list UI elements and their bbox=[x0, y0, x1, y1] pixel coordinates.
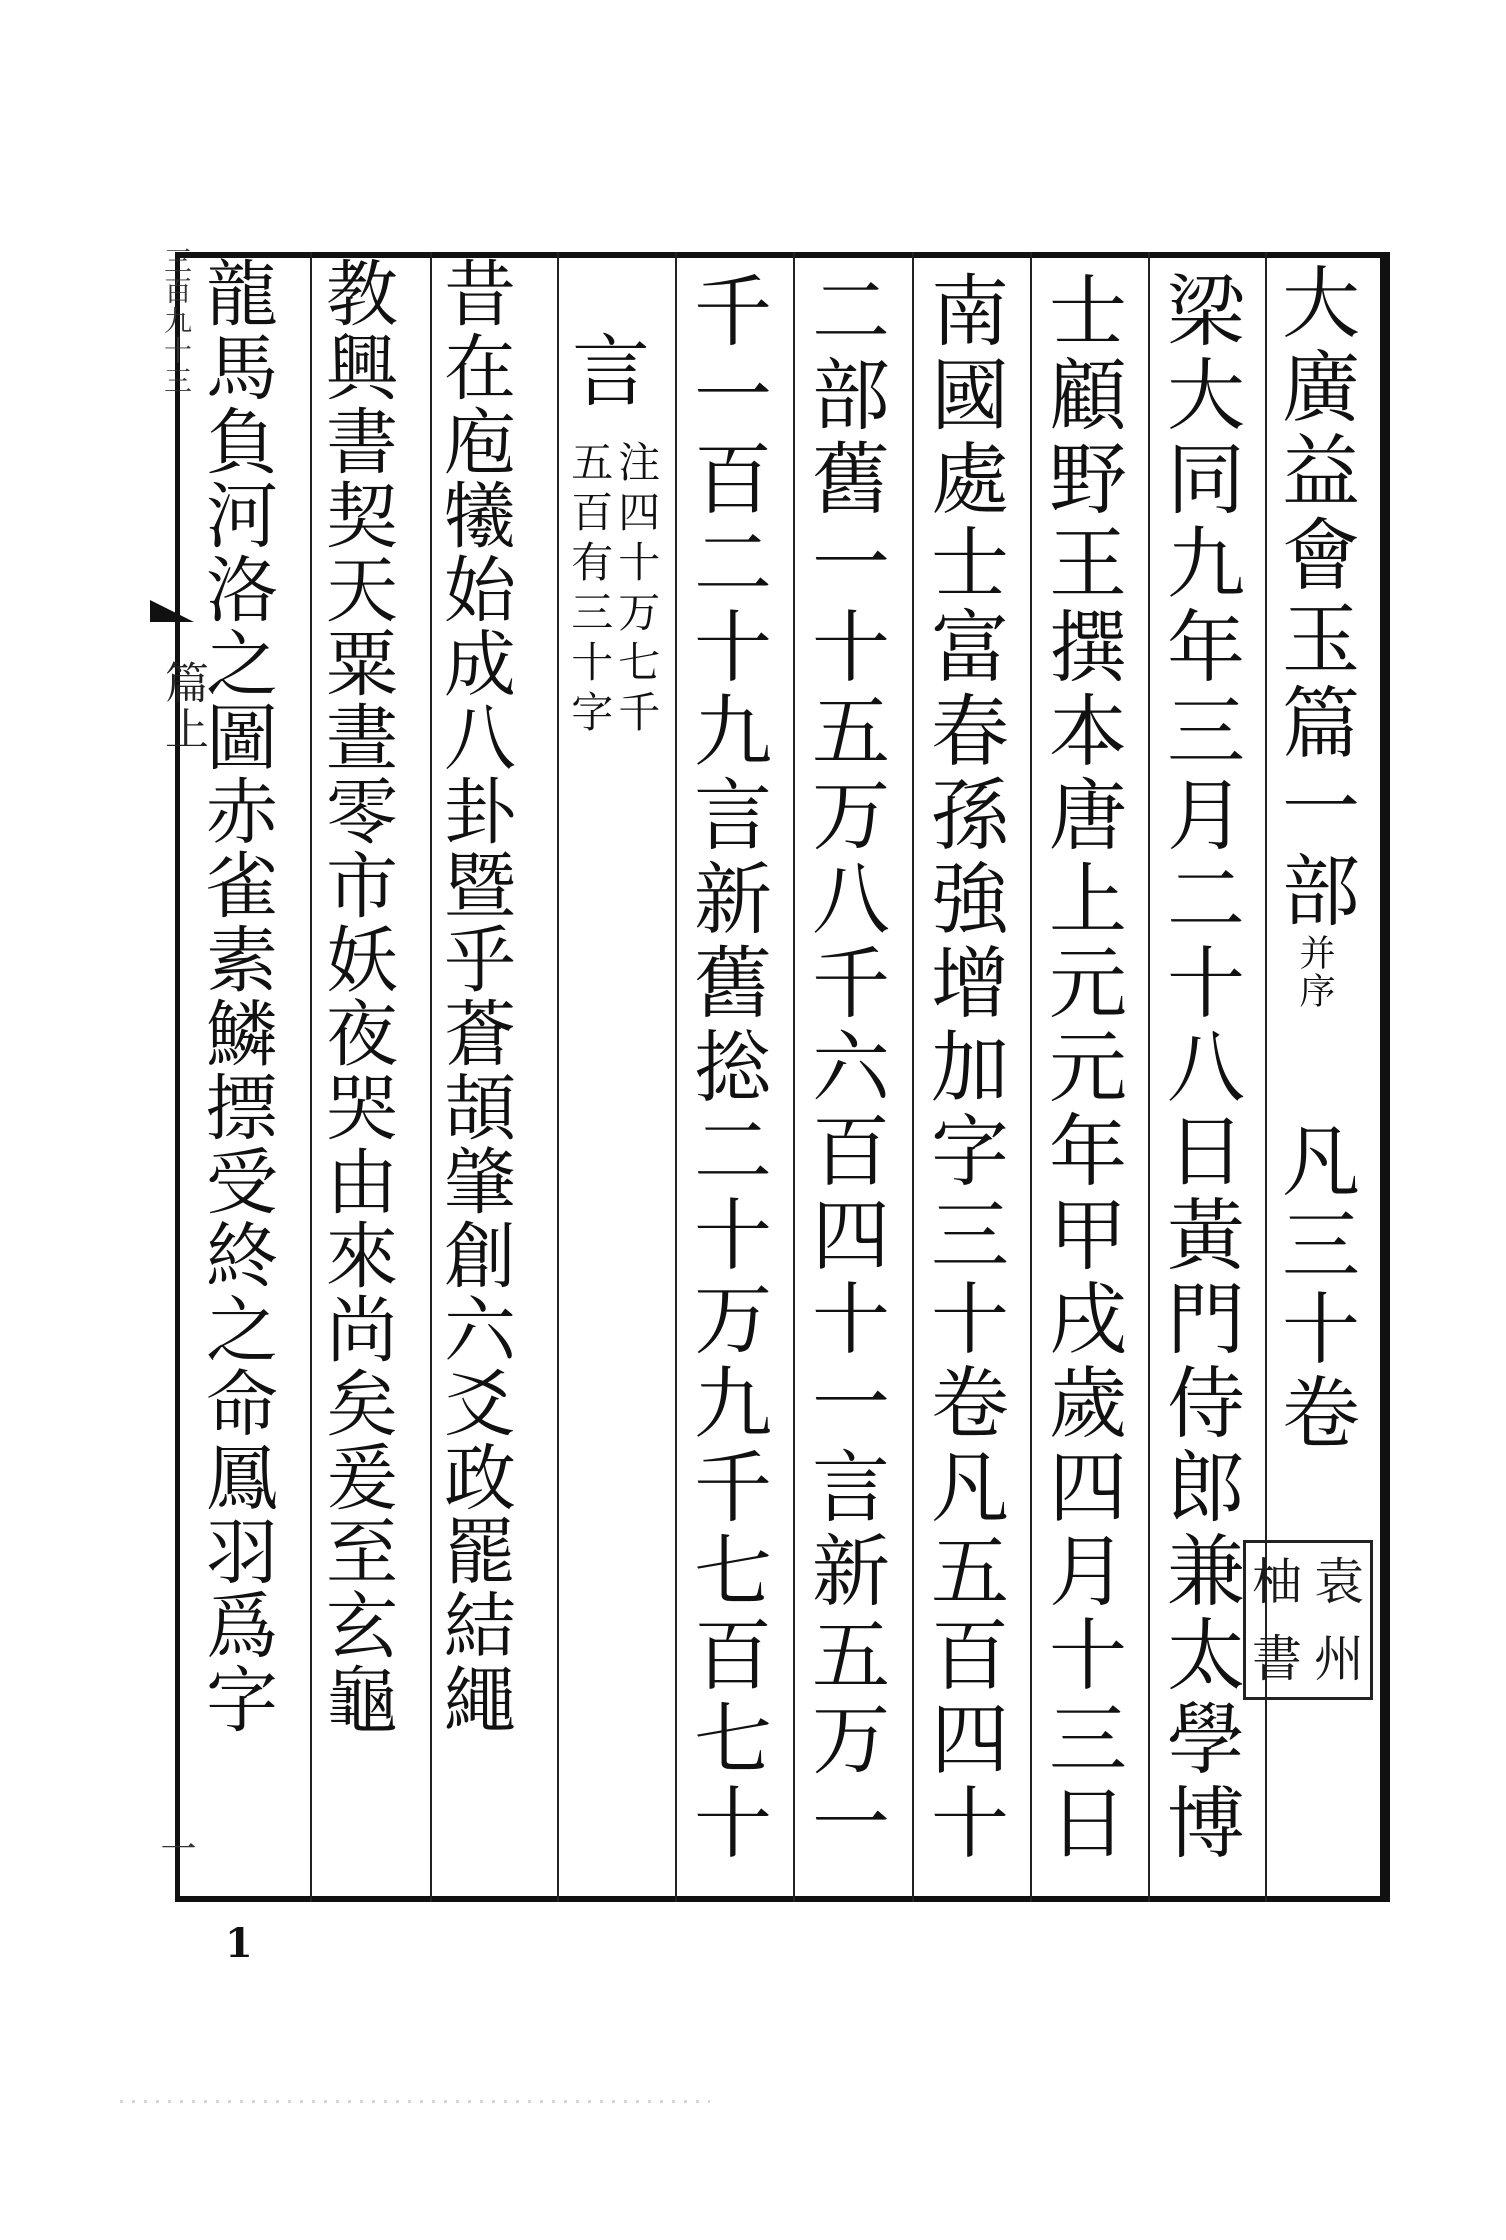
volume-count: 凡三十卷 bbox=[1269, 1120, 1359, 1456]
text-column-8: 昔在庖犧始成八卦暨乎蒼頡肇創六爻政罷結繩 bbox=[432, 256, 516, 1736]
text-column-5: 二部舊一十五万八千六百四十一言新五万一 bbox=[799, 270, 889, 1866]
column-rule bbox=[310, 252, 312, 1902]
scan-speckle bbox=[120, 2100, 710, 2103]
collector-seal bbox=[1243, 1540, 1373, 1700]
column-rule bbox=[1148, 252, 1150, 1902]
column-rule bbox=[557, 252, 559, 1902]
text-column-3: 士顧野王撰本唐上元元年甲戌歲四月十三日 bbox=[1036, 270, 1126, 1866]
column-rule bbox=[793, 252, 795, 1902]
book-title: 大廣益會玉篇一部 bbox=[1269, 262, 1359, 934]
text-column-10: 龍馬負河洛之圖赤雀素鱗摽受終之命鳳羽爲字 bbox=[194, 256, 278, 1736]
page-number: 1 bbox=[225, 1920, 253, 1967]
text-column-7: 言 bbox=[559, 330, 649, 414]
text-column-2: 梁大同九年三月二十八日黃門侍郎兼太學博 bbox=[1154, 270, 1244, 1866]
column-rule bbox=[675, 252, 677, 1902]
text-column-9: 教興書契天粟晝零市妖夜哭由來尚矣爰至玄龜 bbox=[314, 256, 398, 1736]
margin-section: 篇上 bbox=[157, 660, 208, 752]
annotation-left: 五百有三十字 bbox=[565, 440, 615, 740]
seal-char: 州 bbox=[1314, 1629, 1364, 1688]
margin-folio: 三百九十三 bbox=[160, 246, 193, 396]
margin-volume: 一 bbox=[155, 1830, 196, 1868]
text-column-6: 千一百二十九言新舊捴二十万九千七百七十 bbox=[681, 270, 771, 1866]
seal-char: 書 bbox=[1252, 1629, 1302, 1688]
title-column bbox=[1269, 262, 1359, 1456]
text-column-4: 南國處士富春孫強增加字三十卷凡五百四十 bbox=[918, 270, 1008, 1866]
seal-char: 袁 bbox=[1314, 1552, 1364, 1611]
title-note: 并序 bbox=[1294, 934, 1335, 1010]
column-rule bbox=[912, 252, 914, 1902]
seal-char: 柚 bbox=[1252, 1552, 1302, 1611]
column-rule bbox=[1030, 252, 1032, 1902]
annotation-right: 注四十万七千 bbox=[612, 440, 662, 740]
